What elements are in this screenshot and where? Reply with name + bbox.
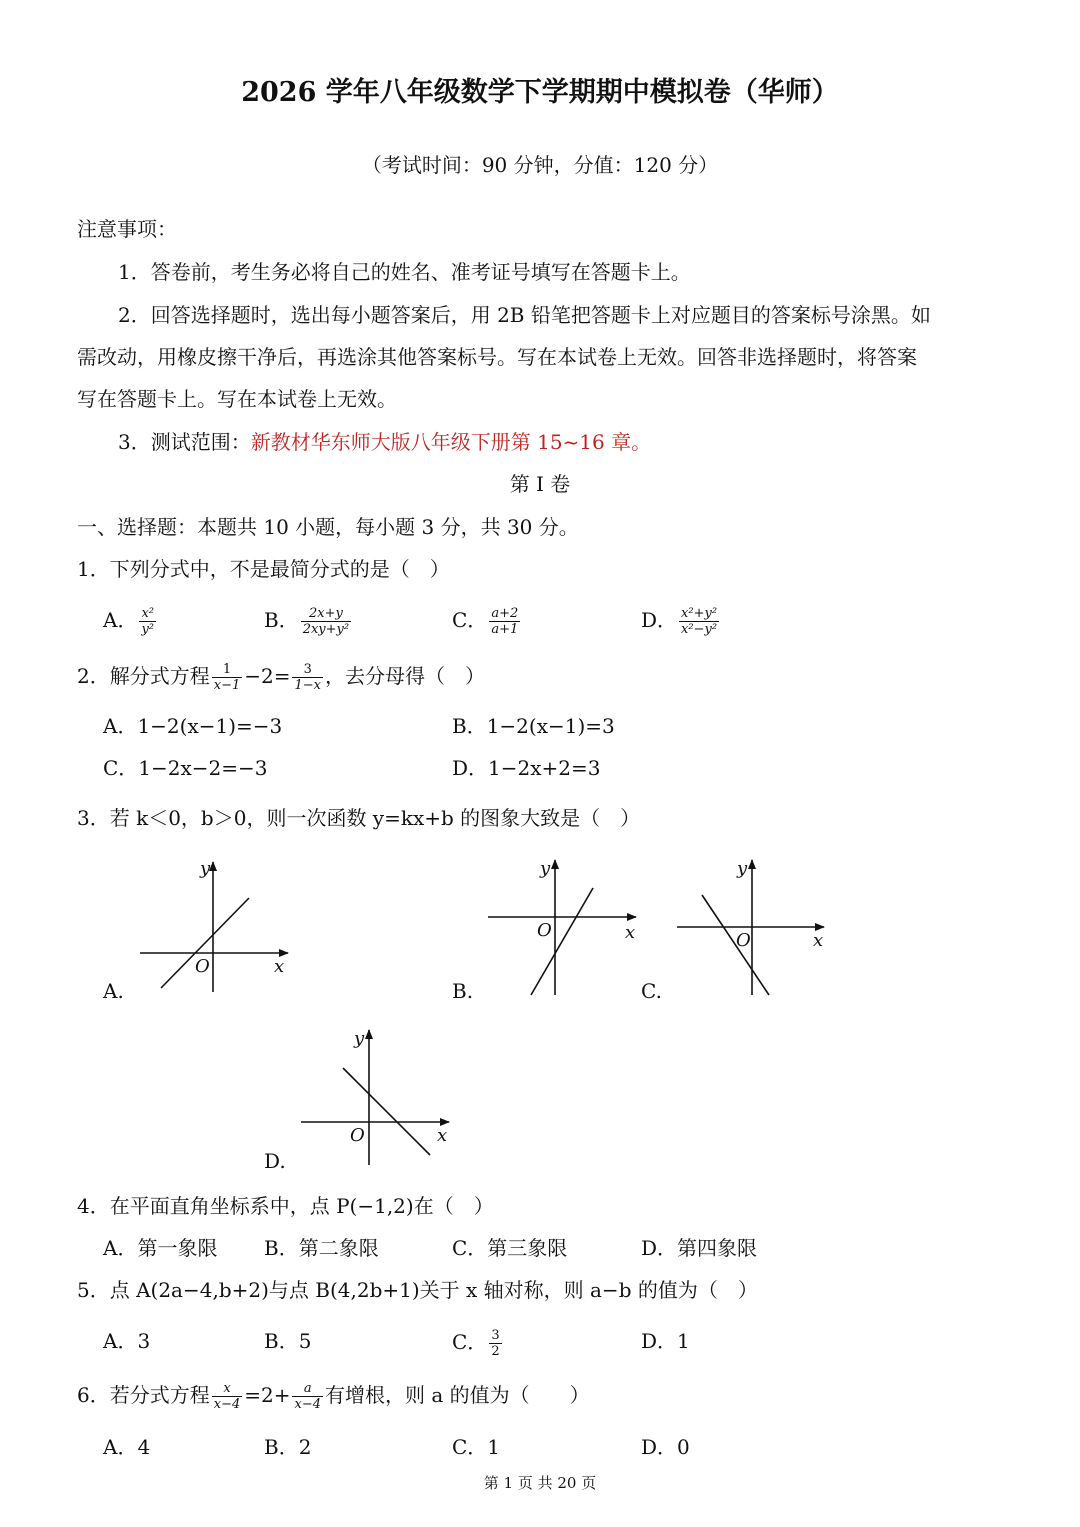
question-2-stem — [77, 662, 485, 693]
graph-a-x-label: x — [274, 956, 285, 977]
q1-option-d-fraction — [679, 606, 719, 637]
q1-option-b-label: B． — [264, 608, 299, 632]
fraction-denominator: x−4 — [213, 1397, 241, 1412]
q5-option-a: A．3 — [103, 1329, 151, 1353]
exam-title: 2026 学年八年级数学下学期期中模拟卷（华师） — [241, 77, 839, 108]
q1-option-d — [641, 606, 721, 637]
fraction-denominator: x²−y² — [681, 622, 718, 637]
q1-option-c-fraction — [489, 606, 520, 637]
q2-stem-mid: −2= — [244, 664, 291, 688]
q3-option-a-label: A. — [103, 979, 124, 1003]
q4-option-d: D．第四象限 — [641, 1236, 758, 1260]
q6-option-d: D．0 — [641, 1435, 690, 1459]
graph-c — [677, 860, 824, 995]
q2-option-d: D．1−2x+2=3 — [452, 756, 601, 780]
fraction-denominator: 1−x — [294, 678, 321, 693]
fraction-numerator: a+2 — [491, 606, 519, 621]
fraction-denominator: x−4 — [294, 1397, 321, 1412]
q5-option-b: B．5 — [264, 1329, 312, 1353]
q1-option-a-label: A． — [103, 608, 138, 632]
notice-item-3 — [118, 429, 651, 455]
volume-label: 第 I 卷 — [509, 472, 571, 496]
q2-fraction-2 — [292, 662, 323, 693]
q5-option-c-fraction — [489, 1328, 501, 1359]
q3-option-b-label: B. — [452, 979, 474, 1003]
q5-option-c-label: C． — [452, 1330, 488, 1354]
question-4-stem: 4．在平面直角坐标系中，点 P(−1,2)在（ ） — [77, 1194, 494, 1218]
q4-option-a: A．第一象限 — [103, 1236, 218, 1260]
q6-stem-prefix: 6．若分式方程 — [77, 1383, 210, 1407]
page-footer: 第 1 页 共 20 页 — [483, 1474, 597, 1492]
q2-option-c: C．1−2x−2=−3 — [103, 756, 268, 780]
notice-item-2-line-2: 需改动，用橡皮擦干净后，再选涂其他答案标号。写在本试卷上无效。回答非选择题时，将答案 — [77, 345, 917, 369]
q1-option-c-label: C． — [452, 608, 488, 632]
graph-d-x-label: x — [437, 1125, 448, 1146]
graph-d — [301, 1030, 449, 1165]
fraction-numerator: x²+y² — [681, 606, 718, 621]
graph-b — [488, 860, 636, 995]
q1-option-b — [264, 606, 353, 637]
q2-option-a: A．1−2(x−1)=−3 — [103, 714, 283, 738]
graph-b-line — [531, 888, 593, 995]
graph-a-origin-label: O — [195, 956, 210, 977]
fraction-numerator: 3 — [292, 662, 323, 678]
graph-c-line — [702, 895, 769, 995]
graph-c-y-label: y — [737, 858, 748, 879]
q5-option-d: D．1 — [641, 1329, 690, 1353]
q6-stem-suffix: 有增根，则 a 的值为（ ） — [324, 1383, 590, 1407]
q6-fraction-1 — [212, 1381, 243, 1412]
q6-option-a: A．4 — [103, 1435, 151, 1459]
q6-fraction-2 — [292, 1381, 323, 1412]
fraction-denominator: a+1 — [491, 622, 519, 637]
q6-option-c: C．1 — [452, 1435, 501, 1459]
q1-option-d-label: D． — [641, 608, 678, 632]
q2-stem-suffix: ，去分母得（ ） — [324, 664, 485, 688]
q3-option-d-label: D. — [264, 1149, 286, 1173]
q1-option-a-fraction — [139, 606, 156, 637]
section-heading: 一、选择题：本题共 10 小题，每小题 3 分，共 30 分。 — [77, 515, 579, 539]
fraction-numerator: x — [212, 1381, 243, 1397]
q1-option-c — [452, 606, 522, 637]
question-3-stem: 3．若 k＜0，b＞0，则一次函数 y=kx+b 的图象大致是（ ） — [77, 806, 641, 830]
fraction-denominator: x−1 — [213, 678, 241, 693]
fraction-denominator: 2xy+y² — [302, 622, 350, 637]
graph-d-line — [343, 1068, 430, 1155]
notice-item-2-line-3: 写在答题卡上。写在本试卷上无效。 — [77, 387, 397, 411]
fraction-denominator: y² — [141, 622, 155, 637]
notice-heading: 注意事项： — [77, 217, 177, 241]
q1-option-a — [103, 606, 158, 637]
test-scope: 新教材华东师大版八年级下册第 15~16 章。 — [250, 430, 652, 454]
notice-item-2-line-1: 2．回答选择题时，选出每小题答案后，用 2B 铅笔把答题卡上对应题目的答案标号涂黑。如 — [118, 303, 931, 327]
graph-a-y-label: y — [200, 858, 211, 879]
q6-stem-mid: =2+ — [244, 1383, 291, 1407]
q2-fraction-1 — [212, 662, 243, 693]
q2-option-b: B．1−2(x−1)=3 — [452, 714, 615, 738]
q6-option-b: B．2 — [264, 1435, 312, 1459]
graph-a-line — [161, 898, 249, 988]
fraction-numerator: a — [292, 1381, 323, 1397]
q4-option-c: C．第三象限 — [452, 1236, 568, 1260]
graph-c-origin-label: O — [736, 930, 751, 951]
graph-b-origin-label: O — [537, 920, 552, 941]
q5-option-c — [452, 1328, 504, 1359]
fraction-numerator: x² — [139, 606, 156, 622]
graph-d-y-label: y — [354, 1028, 365, 1049]
q2-stem-prefix: 2．解分式方程 — [77, 664, 210, 688]
fraction-denominator: 2 — [491, 1344, 500, 1359]
question-1-stem: 1．下列分式中，不是最简分式的是（ ） — [77, 557, 450, 581]
fraction-numerator: 2x+y — [301, 606, 351, 622]
q3-option-c-label: C. — [641, 979, 662, 1003]
notice-item-3-prefix: 3．测试范围： — [118, 430, 251, 454]
fraction-numerator: 3 — [491, 1328, 500, 1343]
exam-subtitle: （考试时间：90 分钟，分值：120 分） — [361, 153, 719, 177]
q1-option-b-fraction — [301, 606, 351, 637]
graph-c-x-label: x — [813, 930, 824, 951]
notice-item-1: 1．答卷前，考生务必将自己的姓名、准考证号填写在答题卡上。 — [118, 260, 691, 284]
question-5-stem: 5．点 A(2a−4,b+2)与点 B(4,2b+1)关于 x 轴对称，则 a−b 的值为（ ） — [77, 1278, 758, 1302]
question-6-stem — [77, 1381, 590, 1412]
q4-option-b: B．第二象限 — [264, 1236, 379, 1260]
fraction-numerator: 1 — [212, 662, 243, 678]
graph-b-y-label: y — [540, 858, 551, 879]
graph-b-x-label: x — [625, 922, 636, 943]
graph-a — [140, 862, 288, 992]
graph-d-origin-label: O — [350, 1125, 365, 1146]
